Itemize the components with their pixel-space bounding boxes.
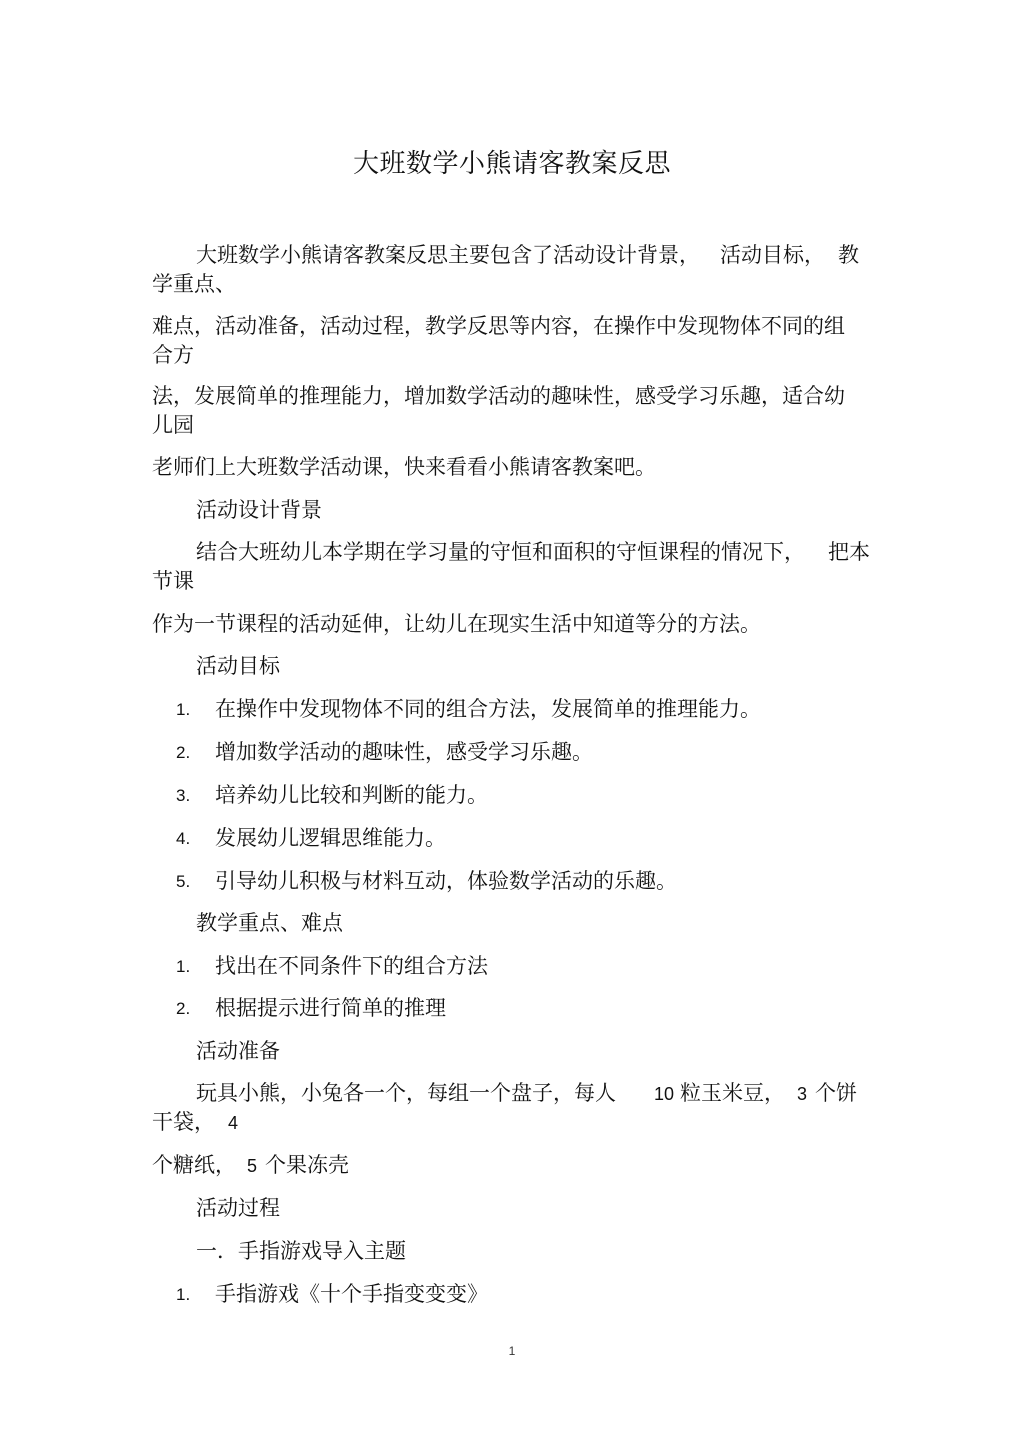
intro-line-1a: 大班数学小熊请客教案反思主要包含了活动设计背景， (196, 243, 700, 267)
goal-number: 4. (176, 829, 191, 848)
prep-number-4: 4 (228, 1113, 239, 1133)
goal-text: 在操作中发现物体不同的组合方法，发展简单的推理能力。 (215, 697, 761, 721)
goal-text: 发展幼儿逻辑思维能力。 (215, 826, 446, 850)
section-heading-background: 活动设计背景 (196, 498, 322, 522)
intro-line-6: 儿园 (152, 413, 194, 437)
goal-text: 增加数学活动的趣味性，感受学习乐趣。 (215, 740, 593, 764)
section-heading-keypoints: 教学重点、难点 (196, 911, 343, 935)
process-step-1: 一．手指游戏导入主题 (196, 1239, 406, 1263)
goal-text: 引导幼儿积极与材料互动，体验数学活动的乐趣。 (215, 869, 677, 893)
background-line-1b: 把本 (828, 540, 870, 564)
background-line-1a: 结合大班幼儿本学期在学习量的守恒和面积的守恒课程的情况下， (196, 540, 805, 564)
goal-number: 1. (176, 700, 191, 719)
intro-line-2: 学重点、 (152, 272, 236, 296)
prep-number-10: 10 (654, 1084, 675, 1104)
page-number: 1 (508, 1344, 516, 1358)
background-line-3: 作为一节课程的活动延伸，让幼儿在现实生活中知道等分的方法。 (152, 612, 761, 636)
process-item-number: 1. (176, 1285, 191, 1304)
prep-line-1e: 个饼 (815, 1081, 857, 1105)
prep-number-5: 5 (247, 1156, 258, 1176)
background-line-2: 节课 (152, 569, 194, 593)
section-heading-prep: 活动准备 (196, 1039, 280, 1063)
goal-text: 培养幼儿比较和判断的能力。 (215, 783, 488, 807)
prep-line-3a: 个糖纸， (152, 1153, 236, 1177)
document-title: 大班数学小熊请客教案反思 (352, 149, 671, 179)
keypoint-number: 1. (176, 957, 191, 976)
prep-number-3: 3 (797, 1084, 808, 1104)
keypoint-text: 根据提示进行简单的推理 (215, 996, 446, 1020)
keypoint-text: 找出在不同条件下的组合方法 (215, 954, 488, 978)
prep-line-2a: 干袋， (152, 1110, 215, 1134)
intro-line-1c: 教 (838, 243, 859, 267)
intro-line-3: 难点，活动准备，活动过程，教学反思等内容，在操作中发现物体不同的组 (152, 314, 845, 338)
section-heading-process: 活动过程 (196, 1196, 280, 1220)
prep-line-3c: 个果冻壳 (265, 1153, 349, 1177)
process-item-text: 手指游戏《十个手指变变变》 (215, 1282, 488, 1306)
section-heading-goals: 活动目标 (196, 654, 280, 678)
intro-line-7: 老师们上大班数学活动课，快来看看小熊请客教案吧。 (152, 455, 656, 479)
intro-line-4: 合方 (152, 343, 194, 367)
keypoint-number: 2. (176, 999, 191, 1018)
prep-line-1a: 玩具小熊，小兔各一个，每组一个盘子，每人 (196, 1081, 616, 1105)
intro-line-5: 法，发展简单的推理能力，增加数学活动的趣味性，感受学习乐趣，适合幼 (152, 384, 845, 408)
prep-line-1c: 粒玉米豆， (680, 1081, 785, 1105)
goal-number: 5. (176, 872, 191, 891)
goal-number: 2. (176, 743, 191, 762)
goal-number: 3. (176, 786, 191, 805)
intro-line-1b: 活动目标， (720, 243, 825, 267)
